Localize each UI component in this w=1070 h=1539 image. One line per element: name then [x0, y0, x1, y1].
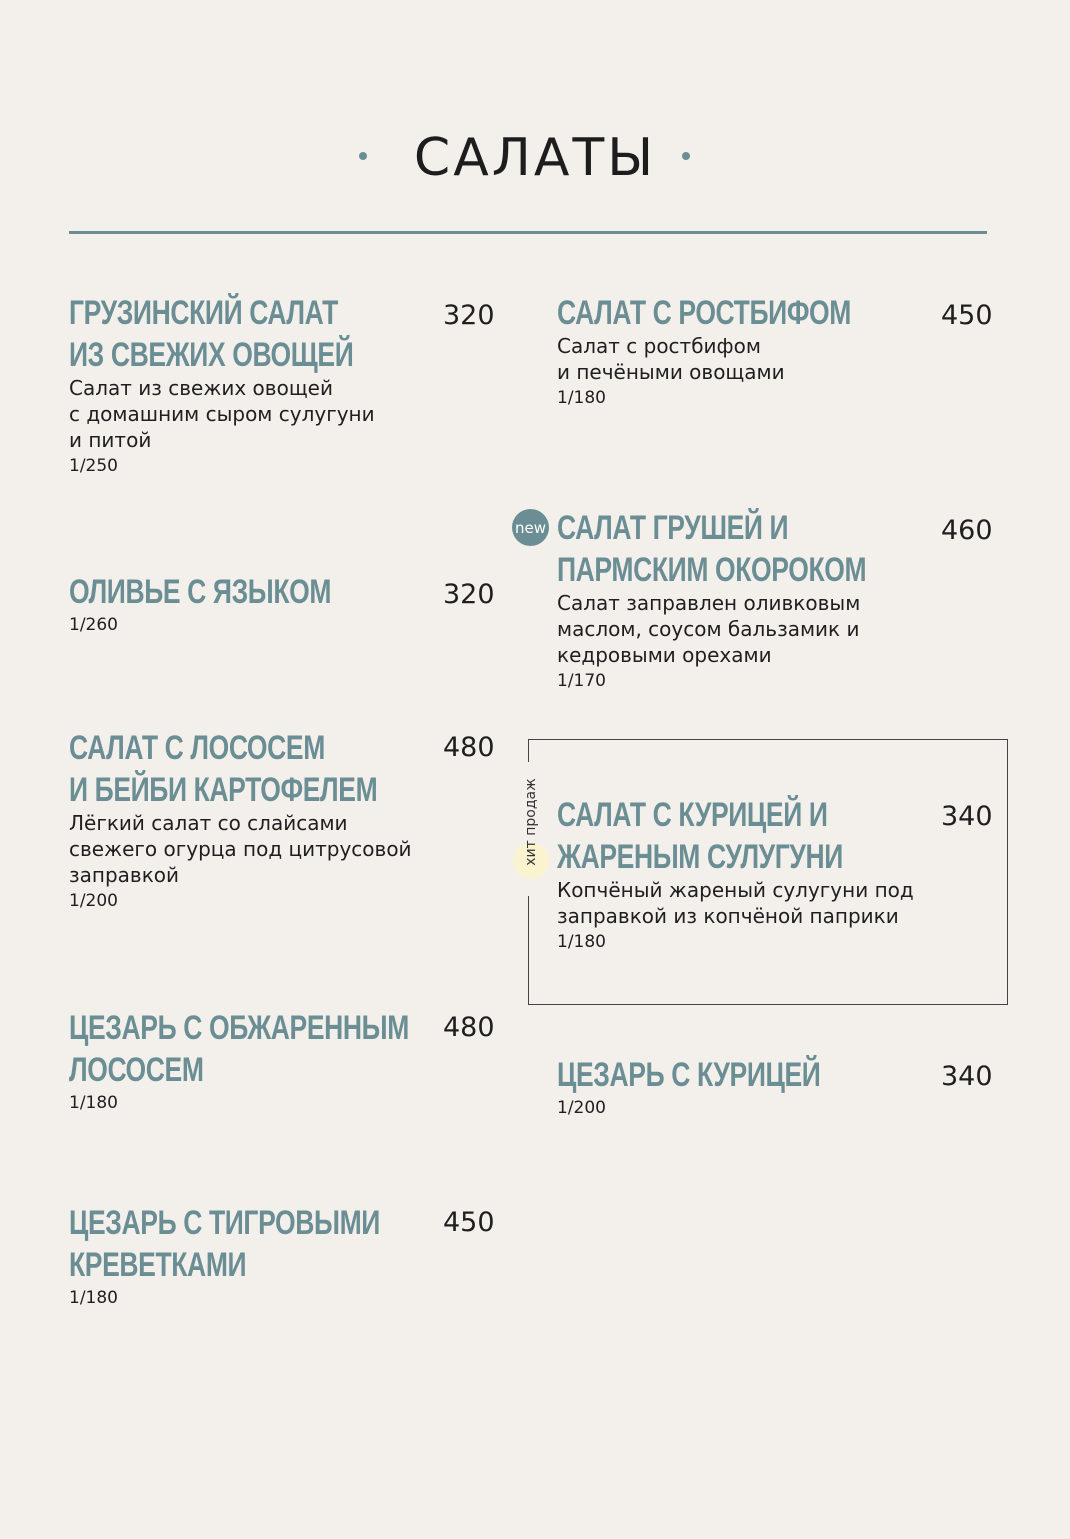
item-name: САЛАТ С РОСТБИФОМ	[557, 294, 851, 332]
page-header	[0, 118, 1070, 198]
item-description: Салат из свежих овощей	[69, 376, 333, 400]
menu-item-chicken-suluguni	[557, 794, 924, 954]
header-divider	[69, 231, 987, 234]
page-title: САЛАТЫ	[413, 128, 657, 188]
item-name: ЦЕЗАРЬ С ТИГРОВЫМИ	[69, 1204, 380, 1242]
item-description: и питой	[69, 428, 152, 452]
item-name: САЛАТ ГРУШЕЙ И	[557, 509, 789, 547]
item-name: ЦЕЗАРЬ С ОБЖАРЕННЫМ	[69, 1009, 409, 1047]
item-name: ЖАРЕНЫМ СУЛУГУНИ	[557, 838, 843, 876]
item-price: 460	[941, 515, 993, 546]
item-name: САЛАТ С КУРИЦЕЙ И	[557, 796, 828, 834]
item-description: кедровыми орехами	[557, 643, 772, 667]
item-price: 450	[443, 1207, 495, 1238]
item-weight: 1/260	[69, 615, 118, 635]
item-name: ПАРМСКИМ ОКОРОКОМ	[557, 551, 867, 589]
item-name: ИЗ СВЕЖИХ ОВОЩЕЙ	[69, 336, 354, 374]
item-name: И БЕЙБИ КАРТОФЕЛЕМ	[69, 771, 378, 809]
menu-item-caesar-chicken	[557, 1054, 895, 1120]
item-weight: 1/200	[69, 891, 118, 911]
item-name: ОЛИВЬЕ С ЯЗЫКОМ	[69, 573, 332, 611]
item-description: и печёными овощами	[557, 360, 785, 384]
item-name: ГРУЗИНСКИЙ САЛАТ	[69, 294, 338, 332]
menu-item-roastbeef-salad	[557, 292, 934, 410]
title-dot-right	[682, 152, 690, 160]
item-description: Салат заправлен оливковым	[557, 591, 861, 615]
menu-item-salmon-salad	[69, 727, 464, 913]
menu-item-olivier	[69, 571, 405, 637]
bestseller-label: хит продаж	[523, 778, 539, 866]
item-description: с домашним сыром сулугуни	[69, 402, 375, 426]
item-price: 450	[941, 300, 993, 331]
new-badge: new	[512, 509, 549, 546]
item-description: заправкой из копчёной паприки	[557, 904, 899, 928]
item-price: 340	[941, 801, 993, 832]
item-price: 320	[443, 300, 495, 331]
item-name: КРЕВЕТКАМИ	[69, 1246, 247, 1284]
item-weight: 1/180	[557, 932, 606, 952]
item-price: 480	[443, 1012, 495, 1043]
item-weight: 1/180	[69, 1288, 118, 1308]
menu-item-caesar-shrimp	[69, 1202, 468, 1310]
menu-item-pear-prosciutto	[557, 507, 953, 693]
item-description: маслом, соусом бальзамик и	[557, 617, 860, 641]
item-name: ЛОСОСЕМ	[69, 1051, 204, 1089]
item-name: САЛАТ С ЛОСОСЕМ	[69, 729, 325, 767]
item-weight: 1/250	[69, 456, 118, 476]
item-price: 320	[443, 579, 495, 610]
menu-item-caesar-salmon	[69, 1007, 505, 1115]
item-description: Салат с ростбифом	[557, 334, 761, 358]
menu-item-georgian-salad	[69, 292, 434, 478]
item-description: Копчёный жареный сулугуни под	[557, 878, 914, 902]
item-price: 480	[443, 732, 495, 763]
item-description: Лёгкий салат со слайсами	[69, 811, 348, 835]
item-weight: 1/180	[69, 1093, 118, 1113]
item-name: ЦЕЗАРЬ С КУРИЦЕЙ	[557, 1056, 821, 1094]
item-description: свежего огурца под цитрусовой	[69, 837, 412, 861]
item-weight: 1/170	[557, 671, 606, 691]
item-weight: 1/200	[557, 1098, 606, 1118]
item-description: заправкой	[69, 863, 180, 887]
item-weight: 1/180	[557, 388, 606, 408]
item-price: 340	[941, 1061, 993, 1092]
